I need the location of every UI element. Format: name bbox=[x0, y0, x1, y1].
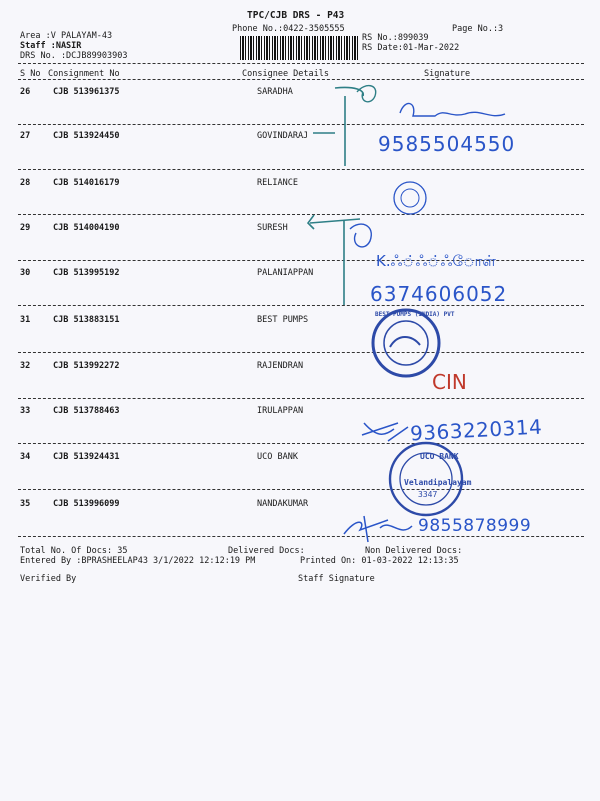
row-divider bbox=[18, 214, 584, 215]
row-sno: 34 bbox=[20, 452, 31, 462]
signature-scribble-26 bbox=[305, 78, 535, 173]
row-consignment: CJB 513996099 bbox=[53, 499, 120, 509]
sheet-title: TPC/CJB DRS - P43 bbox=[247, 10, 345, 21]
page-number: Page No.:3 bbox=[452, 24, 504, 34]
row-divider bbox=[18, 352, 584, 353]
row-consignment: CJB 514004190 bbox=[53, 223, 120, 233]
total-docs: Total No. Of Docs: 35 bbox=[20, 546, 128, 556]
staff-signature: Staff Signature bbox=[298, 574, 375, 584]
non-delivered-docs: Non Delivered Docs: bbox=[365, 546, 463, 556]
handwritten-phone-27: 9585504550 bbox=[378, 132, 516, 156]
handwritten-name-30: K.ஃ்ஃ்ஃோள் bbox=[376, 252, 496, 270]
col-sno: S No bbox=[20, 69, 41, 79]
verified-by: Verified By bbox=[20, 574, 77, 584]
uco-seal-text-1: UCO BANK bbox=[420, 452, 459, 461]
handwritten-phone-33: 9363220314 bbox=[409, 414, 543, 446]
phone-number: Phone No.:0422-3505555 bbox=[232, 24, 345, 34]
reliance-stamp-icon bbox=[385, 178, 435, 218]
staff-label: Staff :NASIR bbox=[20, 41, 82, 51]
handwritten-phone-30: 6374606052 bbox=[370, 282, 508, 306]
row-consignee: RELIANCE bbox=[257, 178, 298, 188]
row-divider bbox=[18, 536, 584, 537]
rs-date: RS Date:01-Mar-2022 bbox=[362, 43, 460, 53]
header-rule-bottom bbox=[18, 79, 584, 80]
row-consignment: CJB 513961375 bbox=[53, 87, 120, 97]
header-rule bbox=[18, 63, 584, 64]
printed-on: Printed On: 01-03-2022 12:13:35 bbox=[300, 556, 459, 566]
barcode bbox=[240, 36, 358, 60]
row-sno: 30 bbox=[20, 268, 31, 278]
row-sno: 31 bbox=[20, 315, 31, 325]
row-sno: 32 bbox=[20, 361, 31, 371]
row-consignment: CJB 513992272 bbox=[53, 361, 120, 371]
best-pumps-seal-text: BEST PUMPS (INDIA) PVT bbox=[375, 311, 455, 318]
area-label: Area :V PALAYAM-43 bbox=[20, 31, 113, 41]
row-consignee: NANDAKUMAR bbox=[257, 499, 309, 509]
col-consignment: Consignment No bbox=[48, 69, 120, 79]
drs-number: DRS No. :DCJB89903903 bbox=[20, 51, 128, 61]
row-consignment: CJB 513788463 bbox=[53, 406, 120, 416]
row-consignee: SURESH bbox=[257, 223, 288, 233]
row-sno: 28 bbox=[20, 178, 31, 188]
row-sno: 29 bbox=[20, 223, 31, 233]
handwritten-phone-35: 9855878999 bbox=[418, 516, 532, 536]
row-consignee: GOVINDARAJ bbox=[257, 131, 309, 141]
row-divider bbox=[18, 443, 584, 444]
row-consignment: CJB 513924431 bbox=[53, 452, 120, 462]
signature-scribble-35 bbox=[340, 508, 420, 548]
handwritten-mark-32: CIN bbox=[432, 370, 467, 394]
rs-number: RS No.:899039 bbox=[362, 33, 429, 43]
col-consignee: Consignee Details bbox=[242, 69, 329, 79]
row-consignee: IRULAPPAN bbox=[257, 406, 304, 416]
row-consignee: RAJENDRAN bbox=[257, 361, 304, 371]
row-divider bbox=[18, 169, 584, 170]
entered-by: Entered By :BPRASHEELAP43 3/1/2022 12:12:19 PM bbox=[20, 556, 256, 566]
row-consignee: UCO BANK bbox=[257, 452, 298, 462]
row-sno: 35 bbox=[20, 499, 31, 509]
row-divider bbox=[18, 260, 584, 261]
row-sno: 27 bbox=[20, 131, 31, 141]
row-divider bbox=[18, 489, 584, 490]
uco-seal-text-2: Velandipalayam bbox=[404, 478, 472, 487]
row-sno: 33 bbox=[20, 406, 31, 416]
row-sno: 26 bbox=[20, 87, 31, 97]
row-consignee: PALANIAPPAN bbox=[257, 268, 314, 278]
delivered-docs: Delivered Docs: bbox=[228, 546, 305, 556]
row-divider bbox=[18, 398, 584, 399]
row-consignment: CJB 513995192 bbox=[53, 268, 120, 278]
row-consignee: BEST PUMPS bbox=[257, 315, 309, 325]
row-divider bbox=[18, 124, 584, 125]
row-consignee: SARADHA bbox=[257, 87, 293, 97]
row-consignment: CJB 514016179 bbox=[53, 178, 120, 188]
row-consignment: CJB 513924450 bbox=[53, 131, 120, 141]
uco-seal-text-3: 3347 bbox=[418, 490, 438, 499]
row-consignment: CJB 513883151 bbox=[53, 315, 120, 325]
col-signature: Signature bbox=[424, 69, 471, 79]
